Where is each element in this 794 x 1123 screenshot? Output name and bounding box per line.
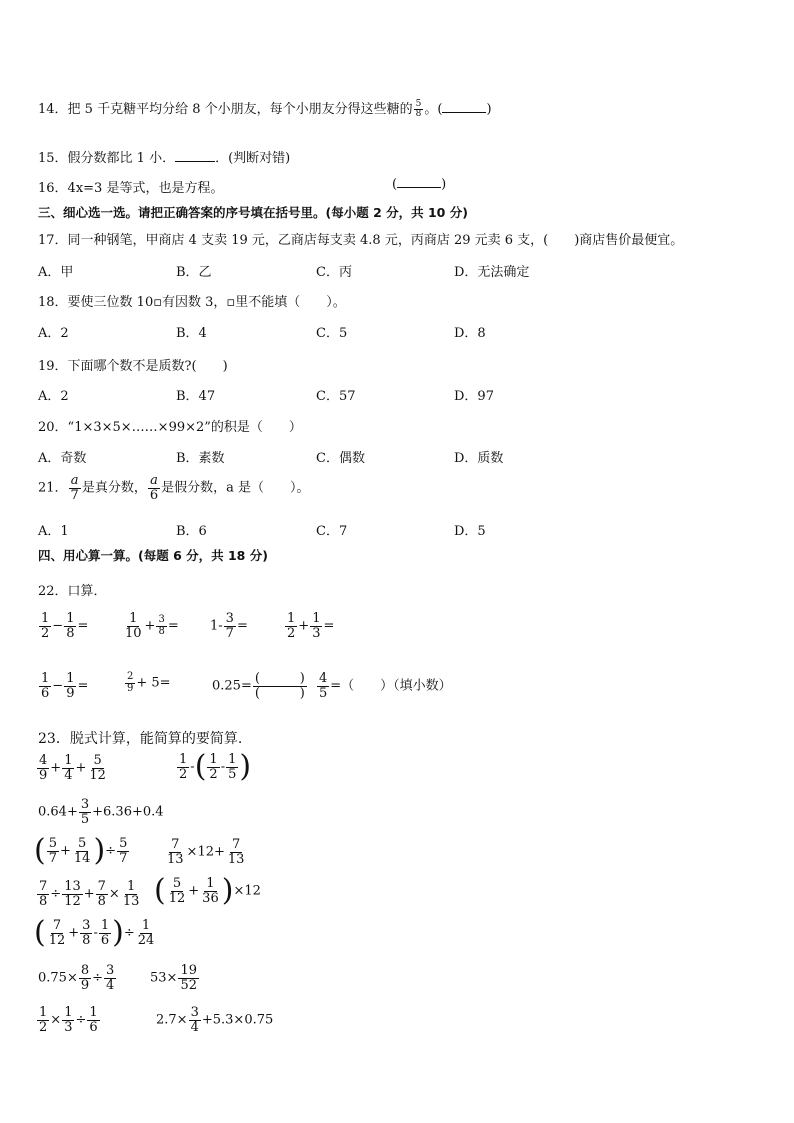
option-c[interactable]: C．丙 xyxy=(316,265,352,280)
q23-expr-7: ( $\frac{5}{12}$ + $\frac{1}{36}$ )×12 xyxy=(154,873,261,908)
option-c[interactable]: C．5 xyxy=(316,326,348,341)
q22-item-2: $\frac{1}{10}$ + $\frac{3}{8}$ = xyxy=(125,611,179,641)
q23-expr-12: 2.7× $\frac{3}{4}$ +5.3×0.75 xyxy=(156,1005,274,1035)
question-22-title: 22．口算． xyxy=(38,584,107,599)
option-b[interactable]: B．素数 xyxy=(176,451,225,466)
question-17: 17．同一种钢笔，甲商店 4 支卖 19 元，乙商店每支卖 4.8 元，丙商店 29 元卖 6 支，( )商店售价最便宜。 xyxy=(38,233,684,248)
q23-expr-10: 53× $\frac{19}{52}$ xyxy=(150,963,197,993)
question-21: 21． $\frac{a}{7}$ 是真分数， $\frac{a}{6}$ 是假分数，a 是（ ）。 xyxy=(38,473,310,503)
q14-text: 14．把 5 千克糖平均分给 8 个小朋友，每个小朋友分得这些糖的 xyxy=(38,102,413,117)
q20-options xyxy=(38,447,598,465)
option-d[interactable]: D．97 xyxy=(454,389,494,404)
question-14: 14．把 5 千克糖平均分给 8 个小朋友，每个小朋友分得这些糖的 $\frac{5}{8}$ 。( ) xyxy=(38,98,492,119)
question-16: 16．4x=3 是等式，也是方程。 xyxy=(38,181,224,196)
question-18: 18．要使三位数 10▫有因数 3，▫里不能填（ ）。 xyxy=(38,295,346,310)
section-3-heading: 三、细心选一选。请把正确答案的序号填在括号里。(每小题 2 分，共 10 分) xyxy=(38,205,468,220)
q22-item-4: $\frac{1}{2}$ + $\frac{1}{3}$ = xyxy=(287,611,335,641)
option-c[interactable]: C．7 xyxy=(316,524,348,539)
fraction-a-6: $\frac{a}{6}$ xyxy=(149,473,159,503)
q23-expr-6: $\frac{7}{8}$ ÷ $\frac{13}{12}$ + $\frac{7}{8}$ × $\frac{1}{13}$ xyxy=(39,879,140,909)
q23-expr-1: $\frac{4}{9}$ + $\frac{1}{4}$ + $\frac{5}{12}$ xyxy=(39,753,106,783)
q22-item-7[interactable]: 0.25= ( ) ( ) xyxy=(212,671,305,701)
q19-options xyxy=(38,385,598,403)
q18-options xyxy=(38,322,598,340)
q23-expr-4: ( $\frac{5}{7}$ + $\frac{5}{14}$ )÷ $\frac{5}{7}$ xyxy=(34,833,128,868)
question-19: 19．下面哪个数不是质数?( ) xyxy=(38,359,228,374)
answer-paren-16[interactable]: ( ) xyxy=(392,177,447,192)
option-b[interactable]: B．6 xyxy=(176,524,207,539)
option-a[interactable]: A．甲 xyxy=(38,265,74,280)
option-d[interactable]: D．质数 xyxy=(454,451,504,466)
option-b[interactable]: B．4 xyxy=(176,326,207,341)
option-c[interactable]: C．偶数 xyxy=(316,451,365,466)
q22-row-1: $\frac{1}{2}$ − $\frac{1}{8}$ = xyxy=(41,611,89,641)
question-20: 20．“1×3×5×……×99×2”的积是（ ） xyxy=(38,420,302,435)
q17-options xyxy=(38,261,598,279)
question-23-title: 23．脱式计算，能简算的要简算. xyxy=(38,731,243,747)
option-d[interactable]: D．5 xyxy=(454,524,486,539)
q23-expr-5: $\frac{7}{13}$ ×12+ $\frac{7}{13}$ xyxy=(167,837,245,867)
fraction-a-7: $\frac{a}{7}$ xyxy=(70,473,79,503)
q21-options xyxy=(38,520,598,538)
q23-expr-3: 0.64+ $\frac{3}{5}$ +6.36+0.4 xyxy=(38,797,164,827)
answer-blank-14[interactable] xyxy=(442,112,486,113)
option-b[interactable]: B．乙 xyxy=(176,265,212,280)
option-a[interactable]: A．奇数 xyxy=(38,451,87,466)
option-d[interactable]: D．8 xyxy=(454,326,486,341)
option-b[interactable]: B．47 xyxy=(176,389,216,404)
q22-item-6: $\frac{2}{9}$ + 5= xyxy=(127,671,171,694)
question-15: 15．假分数都比 1 小． ．(判断对错) xyxy=(38,151,291,166)
section-4-heading: 四、用心算一算。(每题 6 分，共 18 分) xyxy=(38,548,268,563)
option-d[interactable]: D．无法确定 xyxy=(454,265,530,280)
q22-item-5: $\frac{1}{6}$ − $\frac{1}{9}$ = xyxy=(41,671,89,701)
q22-item-3: 1- $\frac{3}{7}$ = xyxy=(210,611,248,641)
option-c[interactable]: C．57 xyxy=(316,389,356,404)
option-a[interactable]: A．2 xyxy=(38,389,69,404)
q23-expr-2: $\frac{1}{2}$ -( $\frac{1}{2}$ - $\frac{1}{5}$ ) xyxy=(179,749,252,784)
option-a[interactable]: A．2 xyxy=(38,326,69,341)
q23-expr-11: $\frac{1}{2}$ × $\frac{1}{3}$ ÷ $\frac{1}{6}$ xyxy=(39,1005,98,1035)
q23-expr-8: ( $\frac{7}{12}$ + $\frac{3}{8}$ - $\frac{1}{6}$ )÷ $\frac{1}{24}$ xyxy=(34,915,155,950)
option-a[interactable]: A．1 xyxy=(38,524,69,539)
q22-item-8: $\frac{4}{5}$ =（ ）（填小数） xyxy=(319,671,452,701)
q14-fraction: $\frac{5}{8}$ xyxy=(415,98,422,119)
answer-blank-15[interactable] xyxy=(175,161,215,162)
q23-expr-9: 0.75× $\frac{8}{9}$ ÷ $\frac{3}{4}$ xyxy=(38,963,115,993)
